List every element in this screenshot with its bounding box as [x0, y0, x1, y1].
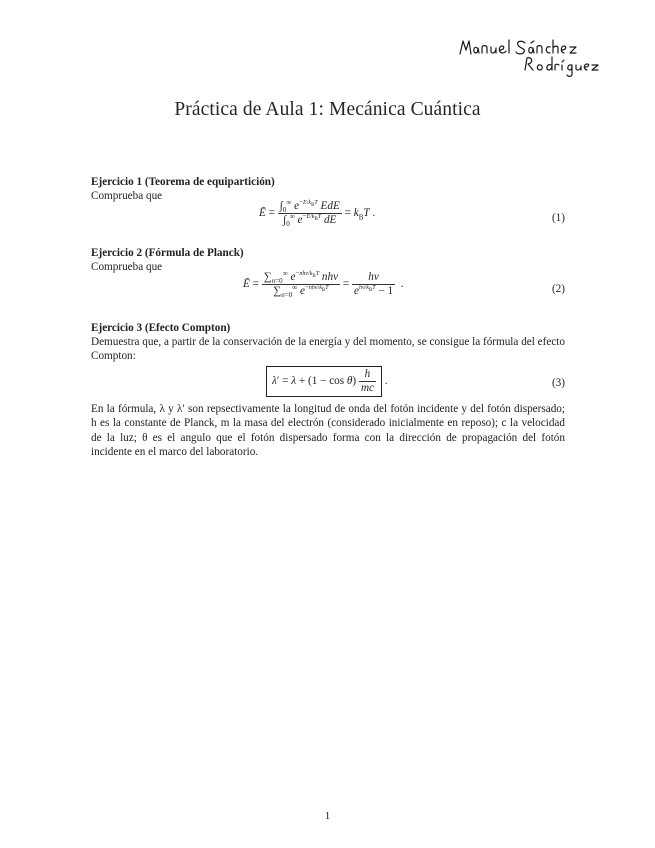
boxed-formula: λ′ = λ + (1 − cos θ) $\frac{h}{mc}$: [266, 366, 382, 397]
equation-2-line: [91, 269, 565, 311]
exercise-2-intro: Comprueba que: [91, 261, 163, 274]
equation-1-line: [91, 198, 565, 238]
equation-3-line: [91, 366, 565, 402]
document-title: Práctica de Aula 1: Mecánica Cuántica: [174, 99, 481, 120]
equation-1: Ē = $\frac{\int_0^\infty e^{-E/k_BT} EdE}{\int_0^\infty e^{-E/k_BT} dE}$ = $k_BT$ .: [259, 198, 376, 229]
equation-3-number: (3): [551, 376, 565, 389]
exercise-3-heading: Ejercicio 3 (Efecto Compton): [91, 321, 231, 334]
exercise-3-intro: Demuestra que, a partir de la conservación de la energía y del momento, se consigue la fórmula del efecto Compton:: [91, 336, 565, 363]
equation-1-number: (1): [551, 211, 565, 224]
exercise-1-intro: Comprueba que: [91, 190, 163, 203]
page-number: 1: [324, 810, 331, 822]
document-body: [91, 175, 565, 459]
exercise-1-heading: Ejercicio 1 (Teorema de equipartición): [91, 176, 275, 188]
equation-2-number: (2): [551, 282, 565, 295]
exercise-2-heading: Ejercicio 2 (Fórmula de Planck): [91, 246, 244, 259]
equation-2: Ē = $\frac{\sum_{n=0}^\infty e^{-nh\nu/k_BT} nh\nu}{\sum_{n=0}^\infty e^{-nh\nu/k_BT}}$ = $\frac{h\nu}{e^{h\nu/k_BT} - 1}$ .: [243, 268, 404, 299]
exercise-3-explanation: En la fórmula, λ y λ′ son repsectivamente la longitud de onda del fotón incidente y del fotón dispersado; h es la constante de Planck, m la masa del electrón (considerado inicialmente en reposo); c la velocidad de la luz; θ es el angulo que el fotón dispersado forma con la dirección de propagación del fotón incidente en el marco del laboratorio.: [91, 402, 565, 459]
handwritten-signature: [452, 36, 602, 80]
signature-drawing: [452, 36, 602, 80]
equation-3: λ′ = λ + (1 − cos θ) $\frac{h}{mc}$ .: [266, 366, 388, 397]
